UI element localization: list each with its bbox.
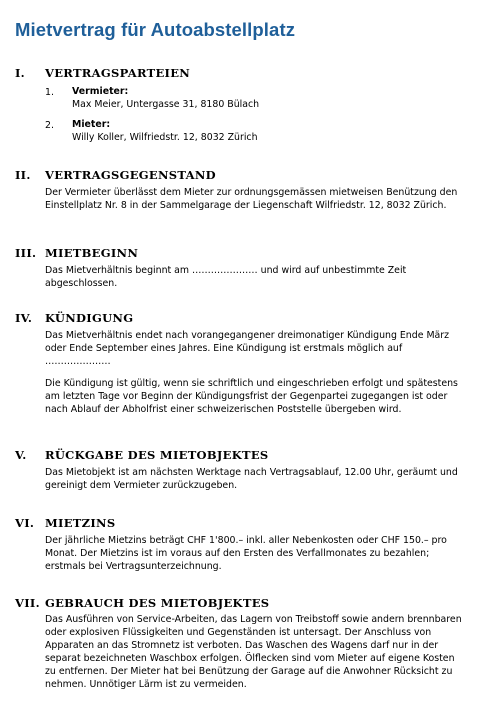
party-number: 2. [45,120,54,131]
section-paragraph: Das Mietobjekt ist am nächsten Werktage nach Vertragsablauf, 12.00 Uhr, geräumt und gereinigt dem Vermieter zurückzugeben. [45,467,458,491]
section-number: VI. [15,516,35,530]
section-number: IV. [15,311,33,325]
section-heading: MIETZINS [45,516,116,530]
page-title: Mietvertrag für Autoabstellplatz [15,19,296,40]
section-heading: MIETBEGINN [45,246,139,260]
section-paragraph: Das Mietverhältnis endet nach vorangegangener dreimonatiger Kündigung Ende März oder Ende September eines Jahres. Eine Kündigung ist erstmals möglich auf ………………… [45,330,450,367]
party-detail: Max Meier, Untergasse 31, 8180 Bülach [72,98,260,110]
party-label: Mieter: [72,119,111,130]
section-number: VII. [15,596,40,610]
section-heading: VERTRAGSPARTEIEN [45,66,191,80]
section-paragraph: Das Ausführen von Service-Arbeiten, das Lagern von Treibstoff sowie andern brennbaren oder explosiven Flüssigkeiten und Gegenständen ist untersagt. Der Anschluss von Apparaten an das Stromnetz ist verboten. Das Waschen des Wagens darf nur in der separat bezeichneten Waschbox erfolgen. Ölflecken sind vom Mieter auf eigene Kosten zu entfernen. Der Mieter hat bei Benützung der Garage auf die Anwohner Rücksicht zu nehmen. Unnötiger Lärm ist zu vermeiden. [45,614,462,690]
section-paragraph: Die Kündigung ist gültig, wenn sie schriftlich und eingeschrieben erfolgt und spätestens am letzten Tage vor Beginn der Kündigungsfrist der Gegenpartei zugegangen ist oder nach Ablauf der Abholfrist einer schweizerischen Poststelle übergeben wird. [45,378,458,415]
section-paragraph: Das Mietverhältnis beginnt am ………………… und wird auf unbestimmte Zeit abgeschlossen. [45,265,407,289]
party-detail: Willy Koller, Wilfriedstr. 12, 8032 Zürich [72,131,258,143]
section-number: II. [15,168,31,182]
section-paragraph: Der jährliche Mietzins beträgt CHF 1'800.– inkl. aller Nebenkosten oder CHF 150.– pro Monat. Der Mietzins ist im voraus auf den Ersten des Verfallmonates zu bezahlen; erstmals bei Vertragsunterzeichnung. [45,535,447,572]
party-landlord [72,86,259,111]
section-number: I. [15,66,25,80]
section-heading: KÜNDIGUNG [45,311,134,325]
section-heading: GEBRAUCH DES MIETOBJEKTES [45,596,270,610]
section-number: V. [15,448,27,462]
party-tenant [72,119,258,144]
section-number: III. [15,246,37,260]
section-heading: RÜCKGABE DES MIETOBJEKTES [45,448,269,462]
section-paragraph: Der Vermieter überlässt dem Mieter zur ordnungsgemässen mietweisen Benützung den Einstellplatz Nr. 8 in der Sammelgarage der Liegenschaft Wilfriedstr. 12, 8032 Zürich. [45,187,458,211]
party-number: 1. [45,87,54,98]
party-label: Vermieter: [72,86,129,97]
section-heading: VERTRAGSGEGENSTAND [45,168,216,182]
